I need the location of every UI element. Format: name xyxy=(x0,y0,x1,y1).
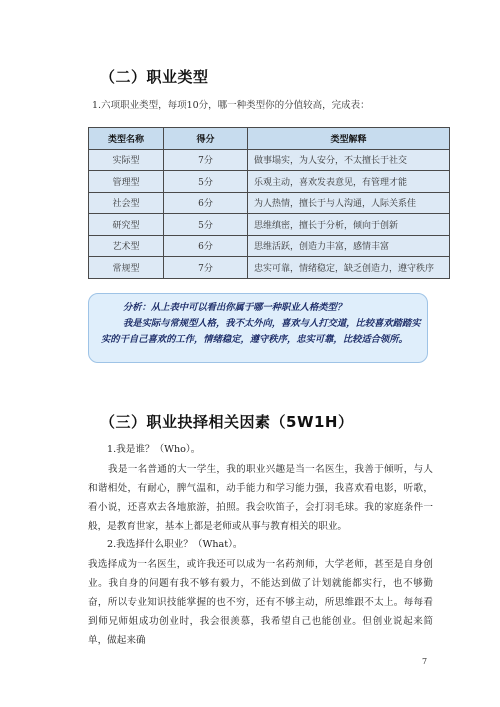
table-row xyxy=(89,192,450,214)
header-score: 得分 xyxy=(164,128,248,150)
analysis-callout xyxy=(88,293,428,363)
type-name-cell: 社会型 xyxy=(89,192,164,214)
explanation-cell: 做事塌实，为人安分，不太擅长于社交 xyxy=(248,149,450,171)
table-header-row xyxy=(89,128,450,150)
section-3-heading: （三）职业抉择相关因素（5W1H） xyxy=(100,413,354,431)
explanation-cell: 思维缜密，擅长于分析，倾向于创新 xyxy=(248,214,450,236)
question-2: 2.我选择什么职业？（What）。 xyxy=(107,539,243,550)
explanation-cell: 乐观主动，喜欢发表意见，有管理才能 xyxy=(248,171,450,193)
score-cell: 7分 xyxy=(164,257,248,279)
score-cell: 6分 xyxy=(164,235,248,257)
explanation-cell: 为人热情，擅长于与人沟通，人际关系佳 xyxy=(248,192,450,214)
analysis-question: 分析：从上表中可以看出你属于哪一种职业人格类型？ xyxy=(123,302,347,313)
question-1: 1.我是谁？（Who）。 xyxy=(107,444,201,455)
explanation-cell: 忠实可靠，情绪稳定，缺乏创造力，遵守秩序 xyxy=(248,257,450,279)
score-cell: 5分 xyxy=(164,171,248,193)
score-cell: 7分 xyxy=(164,149,248,171)
score-cell: 5分 xyxy=(164,214,248,236)
analysis-answer: 我是实际与常规型人格，我不太外向，喜欢与人打交道，比较喜欢踏踏实实的干自己喜欢的工作，情绪稳定，遵守秩序，忠实可靠，比较适合领所。 xyxy=(101,318,421,345)
table-row xyxy=(89,171,450,193)
intro-text: 1.六项职业类型，每项10分，哪一种类型你的分值较高，完成表： xyxy=(92,100,370,111)
page-number: 7 xyxy=(422,657,428,666)
section-2-heading: （二）职业类型 xyxy=(100,68,209,86)
table-row xyxy=(89,235,450,257)
table-row xyxy=(89,257,450,279)
type-name-cell: 实际型 xyxy=(89,149,164,171)
explanation-cell: 思维活跃，创造力丰富，感情丰富 xyxy=(248,235,450,257)
type-name-cell: 研究型 xyxy=(89,214,164,236)
score-cell: 6分 xyxy=(164,192,248,214)
header-explanation: 类型解释 xyxy=(248,128,450,150)
type-name-cell: 常规型 xyxy=(89,257,164,279)
table-row xyxy=(89,214,450,236)
table-row xyxy=(89,149,450,171)
paragraph-what: 我选择成为一名医生，或许我还可以成为一名药剂师，大学老师，甚至是自身创业。我自身的问题有我不够有毅力，不能达到做了计划就能都实行，也不够勤奋，所以专业知识技能掌握的也不穷，还有不够主动，所思维跟不太上。每每看到师兄师姐成功创业时，我会很羡慕，我希望自己也能创业。但创业说起来简单，做起来确 xyxy=(88,559,433,646)
type-name-cell: 艺术型 xyxy=(89,235,164,257)
header-type-name: 类型名称 xyxy=(89,128,164,150)
paragraph-who: 我是一名普通的大一学生，我的职业兴趣是当一名医生，我善于倾听，与人和谐相处，有耐心，脾气温和，动手能力和学习能力强，我喜欢看电影，听歌，看小说，还喜欢去各地旅游，拍照。我会吹笛子，会打羽毛球。我的家庭条件一般，是教育世家，基本上都是老师或从事与教育相关的职业。 xyxy=(88,464,433,532)
type-name-cell: 管理型 xyxy=(89,171,164,193)
career-type-table xyxy=(88,127,450,279)
